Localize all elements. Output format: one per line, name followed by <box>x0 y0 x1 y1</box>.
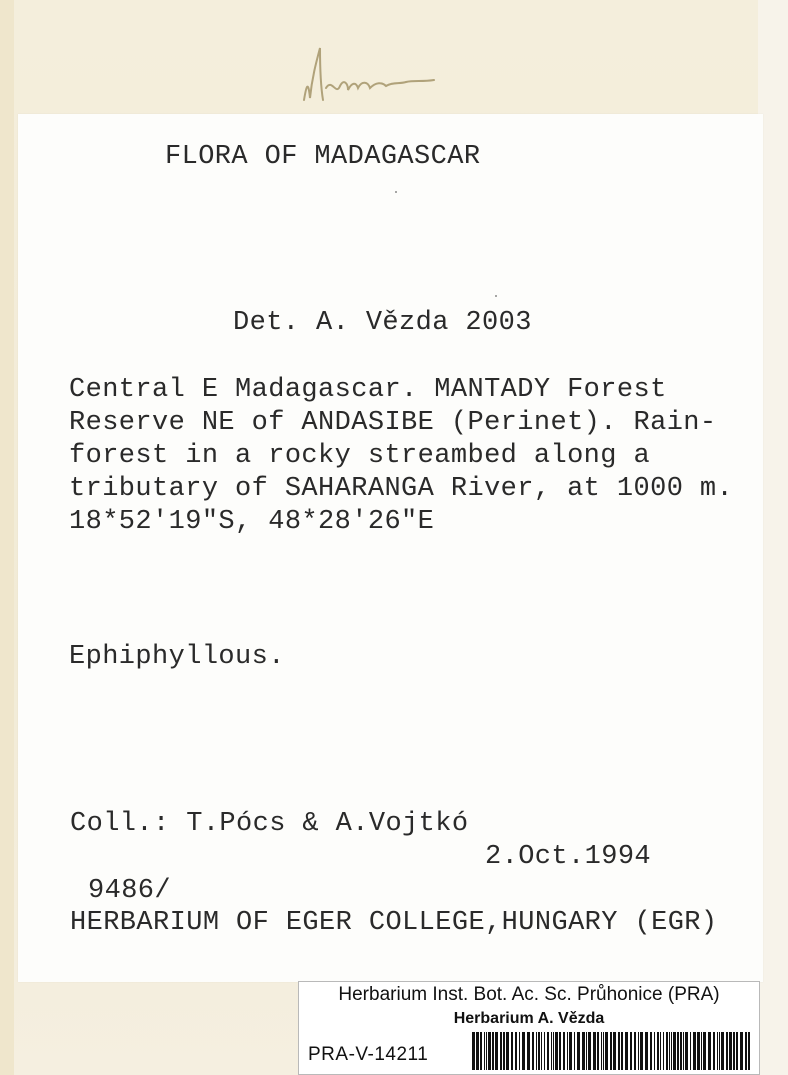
barcode-bar <box>719 1032 720 1070</box>
barcode-bar <box>559 1032 561 1070</box>
barcode-bar <box>640 1032 643 1070</box>
barcode-bar <box>726 1032 728 1070</box>
print-speck <box>495 295 497 297</box>
barcode-bar <box>697 1032 700 1070</box>
barcode-bar <box>650 1032 652 1070</box>
determination-line: Det. A. Vězda 2003 <box>233 308 532 338</box>
collection-number: 9486/ <box>88 876 172 906</box>
barcode-bar <box>515 1032 517 1070</box>
barcode-bar <box>625 1032 628 1070</box>
locality-line-1: Central E Madagascar. MANTADY Forest <box>69 375 667 405</box>
barcode-bar <box>544 1032 545 1070</box>
barcode-bar <box>703 1032 706 1070</box>
barcode-bar <box>740 1032 743 1070</box>
barcode-bar <box>745 1032 747 1070</box>
barcode-bar <box>693 1032 696 1070</box>
pra-barcode-label <box>298 981 760 1075</box>
barcode-bar <box>645 1032 648 1070</box>
barcode-bar <box>683 1032 684 1070</box>
barcode-bar <box>597 1032 599 1070</box>
barcode-bar <box>610 1032 612 1070</box>
barcode-bar <box>547 1032 549 1070</box>
barcode-bar <box>603 1032 604 1070</box>
barcode-bar <box>613 1032 616 1070</box>
barcode-bar <box>671 1032 672 1070</box>
locality-line-2: Reserve NE of ANDASIBE (Perinet). Rain- <box>69 408 717 438</box>
barcode-bar <box>638 1032 639 1070</box>
barcode-bar <box>630 1032 632 1070</box>
barcode-bar <box>541 1032 542 1070</box>
collection-date: 2.Oct.1994 <box>485 842 652 872</box>
barcode-bar <box>484 1032 485 1070</box>
barcode-bar <box>486 1032 487 1070</box>
barcode-bar <box>669 1032 670 1070</box>
coordinates-line: 18*52'19"S, 48*28'26"E <box>69 507 435 537</box>
barcode-icon <box>471 1032 751 1070</box>
barcode-bar <box>736 1032 738 1070</box>
barcode-bar <box>654 1032 655 1070</box>
barcode-bar <box>511 1032 513 1070</box>
barcode-bar <box>634 1032 636 1070</box>
barcode-bar <box>538 1032 540 1070</box>
barcode-bar <box>701 1032 702 1070</box>
pra-specimen-id: PRA-V-14211 <box>308 1044 429 1065</box>
barcode-bar <box>605 1032 608 1070</box>
barcode-bar <box>488 1032 491 1070</box>
barcode-bar <box>708 1032 711 1070</box>
barcode-bar <box>532 1032 534 1070</box>
barcode-bar <box>588 1032 591 1070</box>
label-heading: FLORA OF MADAGASCAR <box>165 142 481 172</box>
barcode-bar <box>680 1032 682 1070</box>
barcode-bar <box>563 1032 565 1070</box>
barcode-bar <box>673 1032 676 1070</box>
sheet-left-edge <box>0 0 14 1075</box>
barcode-bar <box>721 1032 724 1070</box>
barcode-bar <box>495 1032 498 1070</box>
locality-line-3: forest in a rocky streambed along a <box>69 441 651 471</box>
barcode-bar <box>582 1032 585 1070</box>
pra-institution: Herbarium Inst. Bot. Ac. Sc. Průhonice (PRA) <box>338 984 720 1005</box>
barcode-bar <box>567 1032 568 1070</box>
barcode-bar <box>527 1032 530 1070</box>
barcode-bar <box>666 1032 668 1070</box>
handwritten-annotation-icon <box>296 38 446 118</box>
barcode-bar <box>503 1032 505 1070</box>
barcode-bar <box>663 1032 664 1070</box>
barcode-bar <box>621 1032 623 1070</box>
barcode-bar <box>492 1032 494 1070</box>
habitat-line: Ephiphyllous. <box>69 642 285 672</box>
barcode-bar <box>553 1032 554 1070</box>
barcode-bar <box>476 1032 479 1070</box>
barcode-bar <box>522 1032 525 1070</box>
barcode-bar <box>733 1032 735 1070</box>
barcode-bar <box>500 1032 502 1070</box>
barcode-bar <box>472 1032 475 1070</box>
barcode-bar <box>729 1032 732 1070</box>
specimen-label <box>18 114 763 982</box>
barcode-bar <box>601 1032 602 1070</box>
barcode-bar <box>506 1032 509 1070</box>
barcode-bar <box>555 1032 558 1070</box>
barcode-bar <box>677 1032 679 1070</box>
barcode-bar <box>519 1032 520 1070</box>
barcode-bar <box>690 1032 691 1070</box>
barcode-bar <box>536 1032 537 1070</box>
barcode-bar <box>593 1032 596 1070</box>
print-speck <box>395 191 397 193</box>
barcode-bar <box>551 1032 552 1070</box>
herbarium-line: HERBARIUM OF EGER COLLEGE,HUNGARY (EGR) <box>70 908 718 938</box>
barcode-bar <box>713 1032 715 1070</box>
barcode-bar <box>569 1032 572 1070</box>
pra-collection: Herbarium A. Vězda <box>453 1010 605 1027</box>
barcode-bar <box>657 1032 659 1070</box>
barcode-bar <box>748 1032 750 1070</box>
barcode-bar <box>480 1032 482 1070</box>
barcode-bar <box>618 1032 620 1070</box>
barcode-bar <box>586 1032 587 1070</box>
barcode-bar <box>717 1032 718 1070</box>
barcode-bar <box>660 1032 661 1070</box>
barcode-bar <box>577 1032 580 1070</box>
barcode-bar <box>574 1032 575 1070</box>
barcode-bar <box>685 1032 688 1070</box>
locality-line-4: tributary of SAHARANGA River, at 1000 m. <box>69 474 734 504</box>
collectors-line: Coll.: T.Pócs & A.Vojtkó <box>70 809 469 839</box>
